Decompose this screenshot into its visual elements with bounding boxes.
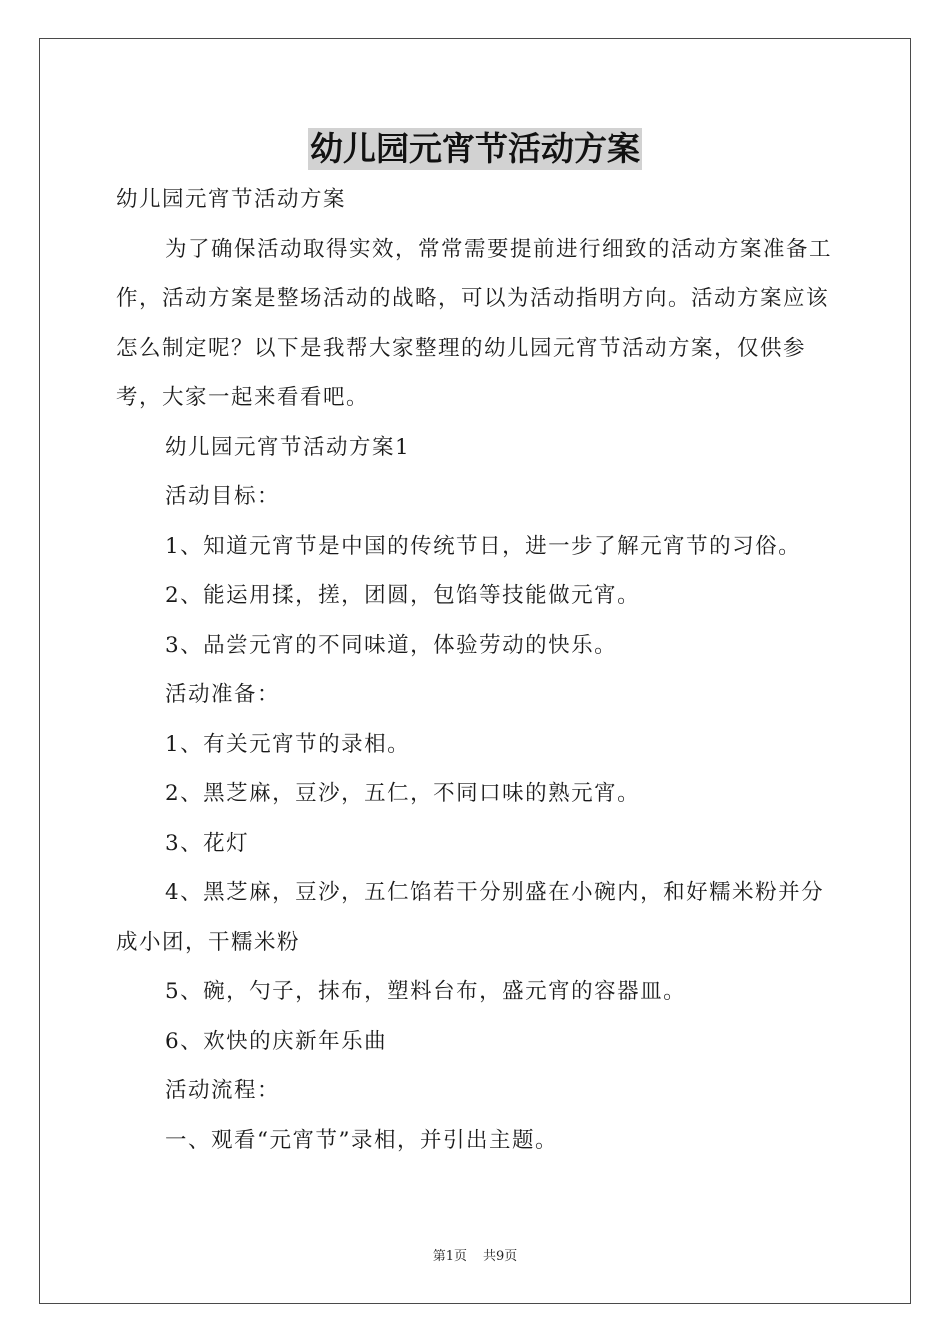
subtitle-line: 幼儿园元宵节活动方案	[116, 187, 347, 212]
goals-heading: 活动目标：	[165, 484, 281, 509]
page-number: 第1页	[432, 1249, 467, 1264]
preparation-heading: 活动准备：	[165, 682, 281, 707]
document-title	[0, 128, 950, 170]
page-footer	[0, 1248, 950, 1266]
process-item: 一、观看“元宵节”录相，并引出主题。	[165, 1127, 558, 1153]
process-heading: 活动流程：	[165, 1078, 281, 1103]
goal-item: 2、能运用揉，搓，团圆，包馅等技能做元宵。	[165, 583, 641, 608]
preparation-item: 2、黑芝麻，豆沙，五仁，不同口味的熟元宵。	[165, 781, 641, 806]
intro-paragraph: 为了确保活动取得实效，常常需要提前进行细致的活动方案准备工作，活动方案是整场活动的战略，可以为活动指明方向。活动方案应该怎么制定呢？以下是我帮大家整理的幼儿园元宵节活动方案，仅供参考，大家一起来看看吧。	[116, 236, 833, 410]
section-heading: 幼儿园元宵节活动方案1	[165, 434, 411, 460]
preparation-item: 5、碗，勺子，抹布，塑料台布，盛元宵的容器皿。	[165, 979, 687, 1004]
preparation-item: 1、有关元宵节的录相。	[165, 731, 411, 757]
document-title-text: 幼儿园元宵节活动方案	[310, 129, 640, 168]
page-total: 共9页	[483, 1249, 518, 1264]
goal-item: 3、品尝元宵的不同味道，体验劳动的快乐。	[165, 632, 618, 658]
document-body	[116, 175, 838, 1165]
preparation-item: 4、黑芝麻，豆沙，五仁馅若干分别盛在小碗内，和好糯米粉并分成小团，干糯米粉	[116, 880, 825, 955]
preparation-item: 3、花灯	[165, 830, 250, 856]
goal-item: 1、知道元宵节是中国的传统节日，进一步了解元宵节的习俗。	[165, 533, 802, 559]
preparation-item: 6、欢快的庆新年乐曲	[165, 1028, 388, 1054]
